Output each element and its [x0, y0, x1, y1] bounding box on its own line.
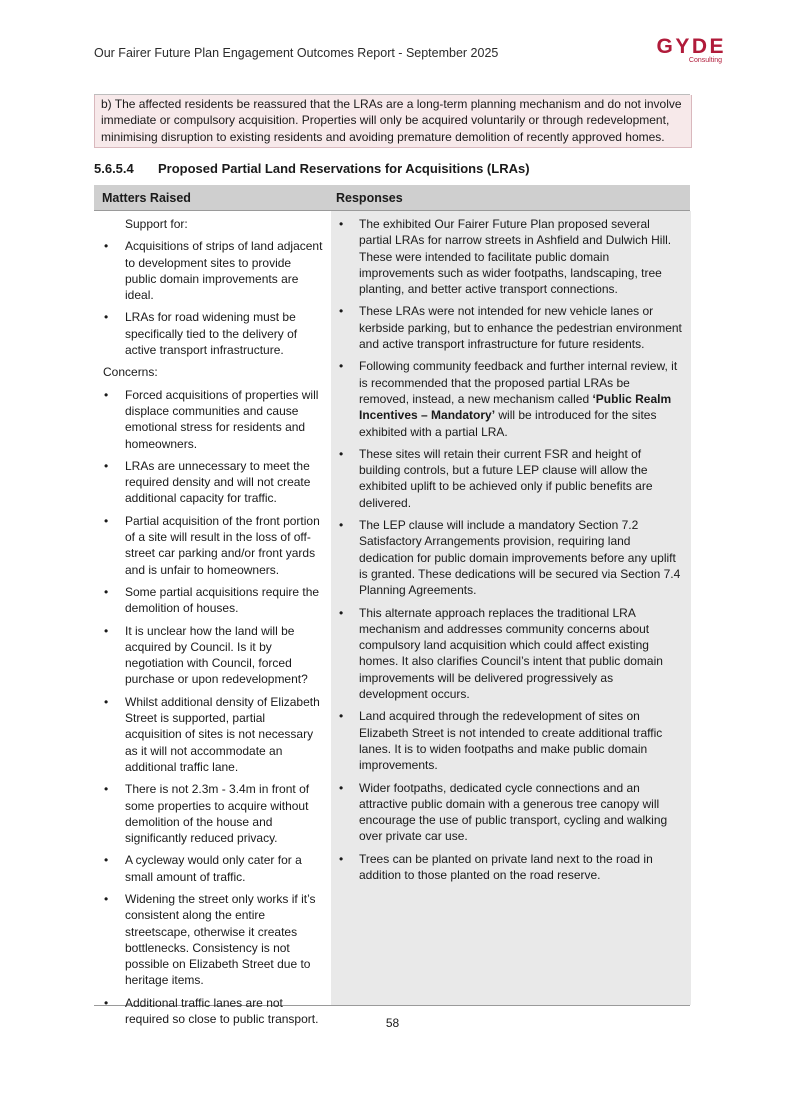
list-item: • Trees can be planted on private land next to the road in addition to those planted on the road reserve.: [331, 851, 683, 884]
support-list: [94, 238, 324, 358]
responses-column: [330, 211, 691, 1005]
logo-subtitle: Consulting: [688, 57, 722, 64]
response-text-after: will be introduced for the sites exhibited with a partial LRA.: [359, 408, 657, 439]
list-item: • The exhibited Our Fairer Future Plan proposed several partial LRAs for narrow streets in Ashfield and Dulwich Hill. These were intended to facilitate public domain improvements such as wider footpaths, landscaping, tree planting, and better active transport connections.: [331, 216, 683, 297]
responses-list: [331, 216, 683, 883]
response-bold-term: ‘Public Realm Incentives – Mandatory’: [359, 391, 672, 423]
list-item: • Additional traffic lanes are not required so close to public transport.: [94, 995, 324, 1028]
logo-wordmark: GYDE: [656, 35, 726, 58]
list-item: • Forced acquisitions of properties will displace communities and cause emotional stress for residents and homeowners.: [94, 387, 324, 452]
list-item: • LRAs for road widening must be specifically tied to the delivery of active transport infrastructure.: [94, 309, 324, 358]
report-header-title: Our Fairer Future Plan Engagement Outcomes Report - September 2025: [94, 46, 499, 60]
list-item: • Some partial acquisitions require the demolition of houses.: [94, 584, 324, 617]
list-item-public-realm-incentives: [331, 358, 683, 439]
page-number: 58: [385, 1016, 400, 1030]
list-item: • There is not 2.3m - 3.4m in front of some properties to acquire without demolition of the house and significantly reduced privacy.: [94, 781, 324, 846]
list-item: • These LRAs were not intended for new vehicle lanes or kerbside parking, but to enhance the pedestrian environment and active transport infrastructure for future residents.: [331, 303, 683, 352]
section-number: 5.6.5.4: [94, 161, 134, 176]
list-item: • This alternate approach replaces the traditional LRA mechanism and addresses community concerns about compulsory land acquisition which could affect existing homes. It also clarifies Council’s intent that public domain improvements will be delivered progressively as development occurs.: [331, 605, 683, 703]
list-item: • Land acquired through the redevelopment of sites on Elizabeth Street is not intended to create additional traffic lanes. It is to widen footpaths and make public domain improvements.: [331, 708, 683, 773]
header-responses: Responses: [336, 191, 403, 205]
list-item: • It is unclear how the land will be acquired by Council. Is it by negotiation with Council, forced purchase or upon redevelopment?: [94, 623, 324, 688]
header-matters-raised: Matters Raised: [102, 191, 191, 205]
gyde-consulting-logo: [632, 36, 726, 64]
section-title: Proposed Partial Land Reservations for Acquisitions (LRAs): [158, 161, 530, 176]
list-item: • Widening the street only works if it’s consistent along the entire streetscape, otherwise it creates bottlenecks. Consistency is not possible on Elizabeth Street due to heritage items.: [94, 891, 324, 989]
concerns-label: Concerns:: [103, 365, 158, 380]
list-item: • These sites will retain their current FSR and height of building controls, but a future LEP clause will allow the exhibited uplift to be achieved only if public benefits are delivered.: [331, 446, 683, 511]
recommendation-callout: b) The affected residents be reassured that the LRAs are a long-term planning mechanism and do not involve immediate or compulsory acquisition. Properties will only be acquired voluntarily or through redevelopment, minimising disruption to existing residents and avoiding premature demolition of recently approved homes.: [94, 95, 692, 148]
response-text-before: Following community feedback and further internal review, it is recommended that the proposed partial LRAs be removed, instead, a new mechanism called: [359, 359, 678, 406]
list-item: • Partial acquisition of the front portion of a site will result in the loss of off-street car parking and/or front yards and is unfair to homeowners.: [94, 513, 324, 578]
section-heading: [94, 161, 530, 176]
list-item: • Wider footpaths, dedicated cycle connections and an attractive public domain with a generous tree canopy will encourage the use of public transport, cycling and walking over private car use.: [331, 780, 683, 845]
matters-raised-column: [94, 211, 330, 1027]
support-label: Support for:: [125, 217, 188, 231]
concerns-list: [94, 387, 324, 1028]
table-header-row: [94, 185, 690, 211]
list-item: • Whilst additional density of Elizabeth Street is supported, partial acquisition of sites is not necessary as it will not accommodate an additional traffic lane.: [94, 694, 324, 775]
list-item: • LRAs are unnecessary to meet the required density and will not create additional capacity for traffic.: [94, 458, 324, 507]
list-item: • Acquisitions of strips of land adjacent to development sites to provide public domain improvements are ideal.: [94, 238, 324, 303]
list-item: • A cycleway would only cater for a small amount of traffic.: [94, 852, 324, 885]
list-item: • The LEP clause will include a mandatory Section 7.2 Satisfactory Arrangements provision, requiring land dedication for public domain improvements before any uplift is granted. These dedications will be secured via Section 7.4 Planning Agreements.: [331, 517, 683, 598]
